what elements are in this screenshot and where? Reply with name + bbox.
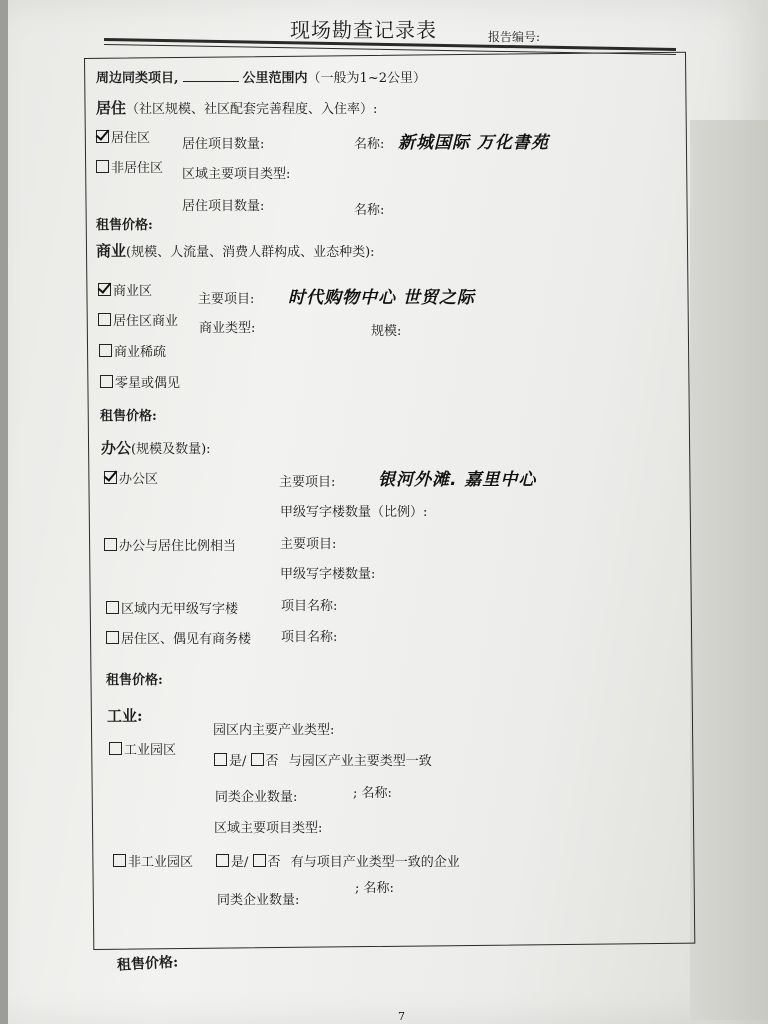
checkbox-icon[interactable] <box>106 631 119 644</box>
checkbox-icon[interactable] <box>106 601 119 614</box>
office-gradea-label-2: 甲级写字楼数量: <box>280 567 376 582</box>
office-opt2-label: 办公与居住比例相当 <box>119 539 237 554</box>
industry-no-label-2: 否 <box>267 855 281 870</box>
industry-yes-label-2: 是/ <box>231 855 249 870</box>
industry-area-type-label: 区域主要项目类型: <box>214 821 323 836</box>
commerce-opt4[interactable] <box>100 372 180 391</box>
industry-opt1-label: 工业园区 <box>124 743 177 758</box>
office-price-label: 租售价格: <box>106 673 163 688</box>
commerce-heading-row <box>96 240 375 261</box>
radius-label-b: 公里范围内 <box>242 71 308 86</box>
residence-heading-row <box>96 97 377 118</box>
commerce-price-label: 租售价格: <box>100 409 157 424</box>
commerce-opt1-label: 商业区 <box>113 284 153 299</box>
commerce-opt4-label: 零星或偶见 <box>115 376 181 391</box>
industry-sep: ; <box>353 786 358 801</box>
commerce-main-label: 主要项目: <box>198 292 255 307</box>
industry-separator-2 <box>355 877 394 896</box>
checkbox-icon[interactable] <box>104 538 117 551</box>
office-opt4-label: 居住区、偶见有商务楼 <box>121 632 252 647</box>
checkbox-icon[interactable] <box>98 313 111 326</box>
industry-park-type-label: 园区内主要产业类型: <box>213 723 335 738</box>
radius-blank[interactable] <box>183 69 239 82</box>
commerce-opt1[interactable] <box>98 280 152 299</box>
commerce-heading: 商业 <box>96 242 127 260</box>
industry-opt2[interactable] <box>113 851 193 870</box>
residence-name-label-2: 名称: <box>354 203 385 218</box>
checkbox-checked-icon[interactable] <box>104 471 117 484</box>
industry-opt2-label: 非工业园区 <box>128 855 194 870</box>
radius-line <box>96 67 426 86</box>
office-main-value: 银河外滩. 嘉里中心 <box>378 470 537 490</box>
residence-opt2[interactable] <box>96 157 163 176</box>
underlying-sheet-edge <box>690 120 768 1020</box>
industry-heading: 工业: <box>107 707 143 725</box>
office-heading: 办公 <box>101 439 132 457</box>
industry-opt1[interactable] <box>109 739 176 758</box>
residence-name-label: 名称: <box>354 137 385 152</box>
commerce-opt2-label: 居住区商业 <box>113 314 179 329</box>
office-opt4[interactable] <box>106 628 251 647</box>
industry-same-count-label: 同类企业数量: <box>215 790 298 805</box>
commerce-desc: (规模、人流量、消费人群构成、业态种类): <box>126 245 375 260</box>
checkbox-checked-icon[interactable] <box>98 283 111 296</box>
residence-opt2-label: 非居住区 <box>111 161 164 176</box>
checkbox-icon[interactable] <box>251 753 264 766</box>
industry-sep-2: ; <box>355 881 360 896</box>
industry-consistency-row-2 <box>216 851 460 870</box>
checkbox-checked-icon[interactable] <box>96 130 109 143</box>
office-proj-label-2: 项目名称: <box>281 630 338 645</box>
radius-note: （一般为1~2公里） <box>307 71 426 86</box>
checkbox-icon[interactable] <box>253 854 266 867</box>
report-number-label: 报告编号: <box>488 30 541 44</box>
commerce-opt3[interactable] <box>99 341 166 360</box>
industry-price-label: 租售价格: <box>116 954 179 974</box>
checkbox-icon[interactable] <box>100 375 113 388</box>
residence-price-label: 租售价格: <box>96 218 153 233</box>
industry-same-count-label-2: 同类企业数量: <box>217 893 300 908</box>
office-opt2[interactable] <box>104 535 236 554</box>
checkbox-icon[interactable] <box>214 753 227 766</box>
checkbox-icon[interactable] <box>96 160 109 173</box>
page-title: 现场勘查记录表 <box>290 18 437 42</box>
office-proj-label: 项目名称: <box>281 599 338 614</box>
industry-consistency-row <box>214 750 432 769</box>
office-desc: (规模及数量): <box>131 442 211 457</box>
page-number: 7 <box>398 1010 405 1023</box>
checkbox-icon[interactable] <box>109 742 122 755</box>
residence-count-label-2: 居住项目数量: <box>182 199 265 214</box>
residence-opt1-label: 居住区 <box>111 131 151 146</box>
office-gradea-label: 甲级写字楼数量（比例）: <box>280 505 428 520</box>
residence-name-value: 新城国际 万化書苑 <box>398 133 549 153</box>
industry-yes-label: 是/ <box>229 754 247 769</box>
office-opt1[interactable] <box>104 468 158 487</box>
office-main-label: 主要项目: <box>279 475 336 490</box>
commerce-scale-label: 规模: <box>371 324 402 339</box>
office-opt1-label: 办公区 <box>119 472 159 487</box>
radius-label-a: 周边同类项目, <box>96 71 179 86</box>
industry-consistent-label: 与园区产业主要类型一致 <box>288 754 432 769</box>
office-heading-row <box>101 437 211 458</box>
industry-separator <box>353 782 392 801</box>
residence-count-label: 居住项目数量: <box>182 137 265 152</box>
office-opt3[interactable] <box>106 598 238 617</box>
residence-heading: 居住 <box>96 99 127 117</box>
commerce-opt3-label: 商业稀疏 <box>114 345 167 360</box>
industry-consistent-label-2: 有与项目产业类型一致的企业 <box>290 855 460 870</box>
industry-name-label-2: 名称: <box>363 881 394 896</box>
checkbox-icon[interactable] <box>216 854 229 867</box>
industry-name-label: 名称: <box>361 786 392 801</box>
commerce-opt2[interactable] <box>98 310 178 329</box>
residence-opt1[interactable] <box>96 127 150 146</box>
checkbox-icon[interactable] <box>99 344 112 357</box>
office-main-label-2: 主要项目: <box>280 537 337 552</box>
checkbox-icon[interactable] <box>113 854 126 867</box>
office-opt3-label: 区域内无甲级写字楼 <box>121 602 239 617</box>
residence-type-label: 区域主要项目类型: <box>182 167 291 182</box>
industry-no-label: 否 <box>265 754 279 769</box>
residence-desc: （社区规模、社区配套完善程度、入住率）: <box>126 102 378 117</box>
commerce-main-value: 时代购物中心 世贸之际 <box>288 288 475 308</box>
commerce-type-label: 商业类型: <box>199 321 256 336</box>
